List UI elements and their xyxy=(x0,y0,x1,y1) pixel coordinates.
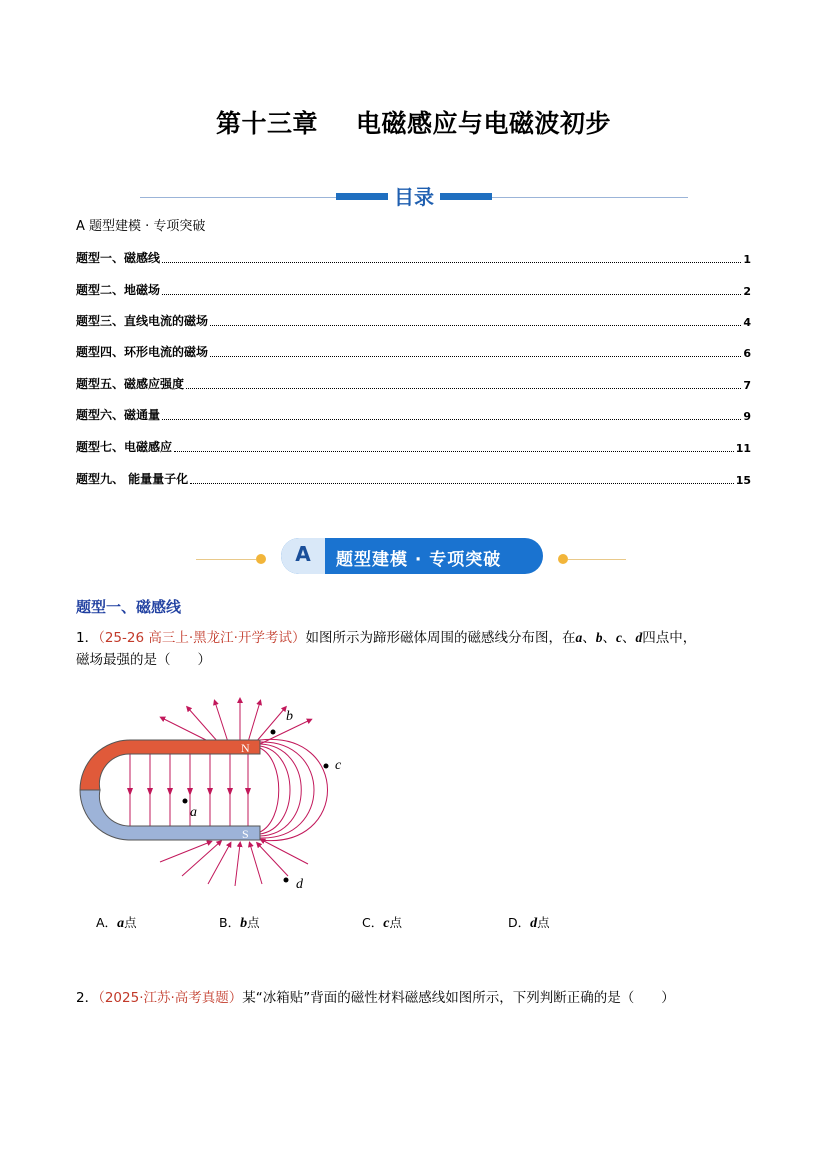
horseshoe-magnet-figure xyxy=(70,690,360,900)
north-pole-label: N xyxy=(241,741,250,755)
toc-item[interactable]: 题型七、电磁感应 11 xyxy=(76,440,751,455)
toc-heading xyxy=(140,183,688,209)
toc-item[interactable]: 题型一、磁感线 1 xyxy=(76,251,751,266)
point-c-label: c xyxy=(335,758,342,773)
page-title xyxy=(0,104,827,140)
choice-a[interactable]: A．a点 xyxy=(96,915,137,931)
toc-item[interactable]: 题型三、直线电流的磁场 4 xyxy=(76,314,751,329)
question-1: 1．（25-26 高三上·黑龙江·开学考试）如图所示为蹄形磁体周围的磁感线分布图，在a、b、c、d四点中， 磁场最强的是（ ） xyxy=(76,630,697,668)
point-d-marker xyxy=(284,878,289,883)
toc-item[interactable]: 题型二、地磁场 2 xyxy=(76,283,751,298)
question-2: 2．（2025·江苏·高考真题）某“冰箱贴”背面的磁性材料磁感线如图所示，下列判断正确的是（ ） xyxy=(76,990,675,1006)
type-heading: 题型一、磁感线 xyxy=(76,598,182,616)
point-a-marker xyxy=(183,799,188,804)
toc-item[interactable]: 题型四、环形电流的磁场 6 xyxy=(76,345,751,360)
choice-c[interactable]: C．c点 xyxy=(362,915,402,931)
south-pole-label: S xyxy=(242,827,249,841)
banner-text: 题型建模 · 专项突破 xyxy=(336,550,502,570)
question-number: 1． xyxy=(76,630,99,646)
question-source: （2025·江苏·高考真题） xyxy=(98,990,243,1006)
toc-item[interactable]: 题型五、磁感应强度 7 xyxy=(76,377,751,392)
toc-item[interactable]: 题型九、 能量量子化 15 xyxy=(76,472,751,487)
point-d-label: d xyxy=(296,877,303,892)
point-a-label: a xyxy=(190,805,197,820)
choice-d[interactable]: D．d点 xyxy=(508,915,550,931)
banner-letter: A xyxy=(295,542,311,566)
point-c-marker xyxy=(324,764,329,769)
toc-heading-label: 目录 xyxy=(394,185,434,209)
chapter-name: 电磁感应与电磁波初步 xyxy=(356,109,612,138)
section-banner xyxy=(196,536,626,582)
toc-item[interactable]: 题型六、磁通量 9 xyxy=(76,408,751,423)
choice-b[interactable]: B．b点 xyxy=(219,915,260,931)
point-b-label: b xyxy=(286,709,293,724)
toc-section-a: A 题型建模 · 专项突破 xyxy=(76,219,206,234)
chapter-number: 第十三章 xyxy=(215,109,318,138)
question-number: 2． xyxy=(76,990,99,1006)
point-b-marker xyxy=(271,730,276,735)
question-source: （25-26 高三上·黑龙江·开学考试） xyxy=(98,630,306,646)
